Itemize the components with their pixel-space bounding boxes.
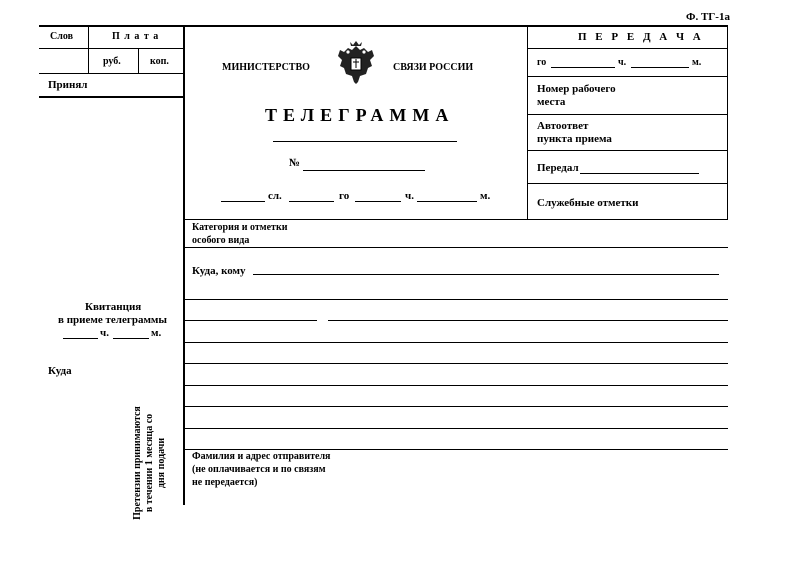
receipt-title: Квитанция	[85, 301, 142, 313]
category-label-2: особого вида	[192, 235, 250, 246]
autoreply-label-2: пункта приема	[537, 133, 612, 145]
claims-line-3: дня подачи	[156, 437, 167, 489]
left-header-row1	[39, 48, 184, 49]
right-panel-divider	[527, 25, 528, 219]
message-line-8[interactable]	[183, 449, 728, 450]
form-code: Ф. ТГ-1а	[686, 11, 730, 23]
title-underline	[273, 141, 457, 142]
m-label: м.	[480, 190, 491, 202]
right-go-label: го	[537, 57, 547, 68]
message-line-4[interactable]	[183, 363, 728, 364]
sender-label-1: Фамилия и адрес отправителя	[192, 451, 331, 462]
claims-note	[110, 400, 210, 520]
sender-label-3: не передается)	[192, 477, 258, 488]
left-header-col1	[88, 25, 89, 73]
number-field[interactable]	[303, 170, 425, 171]
right-date-field[interactable]	[551, 67, 615, 68]
sl-label: сл.	[268, 190, 282, 202]
message-line-2a[interactable]	[183, 320, 317, 321]
words-count-field[interactable]	[221, 201, 265, 202]
telegram-title: ТЕЛЕГРАММА	[265, 105, 455, 125]
go-label: го	[339, 190, 350, 202]
header-bottom-border	[183, 219, 728, 220]
address-field[interactable]	[253, 274, 719, 275]
autoreply-label-1: Автоответ	[537, 120, 589, 132]
date-field[interactable]	[289, 201, 334, 202]
transmission-title: П Е Р Е Д А Ч А	[578, 31, 704, 43]
message-line-3[interactable]	[183, 342, 728, 343]
form-top-border	[39, 25, 728, 27]
words-label: Слов	[50, 31, 73, 42]
right-row1	[527, 48, 728, 49]
right-row2	[527, 76, 728, 77]
category-label-1: Категория и отметки	[192, 222, 288, 233]
number-label: №	[289, 157, 301, 169]
receipt-minute-field[interactable]	[113, 338, 149, 339]
left-header-row2	[39, 73, 184, 74]
message-line-5[interactable]	[183, 385, 728, 386]
category-line	[183, 247, 728, 248]
payment-label: П л а т а	[112, 31, 160, 42]
sent-field[interactable]	[580, 173, 699, 174]
ministry-right: СВЯЗИ РОССИИ	[393, 62, 474, 73]
right-row4	[527, 150, 728, 151]
kop-label: коп.	[150, 56, 169, 67]
sent-label: Передал	[537, 162, 579, 174]
message-line-1[interactable]	[183, 299, 728, 300]
hour-field[interactable]	[355, 201, 401, 202]
left-header-col2	[138, 48, 139, 73]
message-line-7[interactable]	[183, 428, 728, 429]
sender-label-2: (не оплачивается и по связям	[192, 464, 326, 475]
workplace-label-1: Номер рабочего	[537, 83, 616, 95]
workplace-label-2: места	[537, 96, 566, 108]
right-row3	[527, 114, 728, 115]
receipt-ch-label: ч.	[100, 327, 109, 339]
right-hour-field[interactable]	[631, 67, 689, 68]
receipt-m-label: м.	[151, 327, 162, 339]
rub-label: руб.	[103, 56, 121, 67]
ministry-left: МИНИСТЕРСТВО	[222, 62, 310, 73]
coat-of-arms-icon	[334, 40, 378, 86]
minute-field[interactable]	[417, 201, 477, 202]
claims-line-2: в течении 1 месяца со	[144, 413, 155, 513]
ch-label: ч.	[405, 190, 414, 202]
receipt-hour-field[interactable]	[63, 338, 98, 339]
received-label: Принял	[48, 79, 88, 91]
right-row5	[527, 183, 728, 184]
message-line-2b[interactable]	[328, 320, 728, 321]
receipt-where-label: Куда	[48, 365, 72, 377]
message-line-6[interactable]	[183, 406, 728, 407]
right-panel-border	[727, 25, 728, 219]
left-header-row3	[39, 96, 184, 98]
address-label: Куда, кому	[192, 265, 246, 277]
right-ch-label: ч.	[618, 57, 627, 68]
service-marks-label: Служебные отметки	[537, 197, 639, 209]
receipt-subtitle: в приеме телеграммы	[58, 314, 168, 326]
right-m-label: м.	[692, 57, 702, 68]
claims-line-1: Претензии принимаются	[132, 406, 143, 520]
